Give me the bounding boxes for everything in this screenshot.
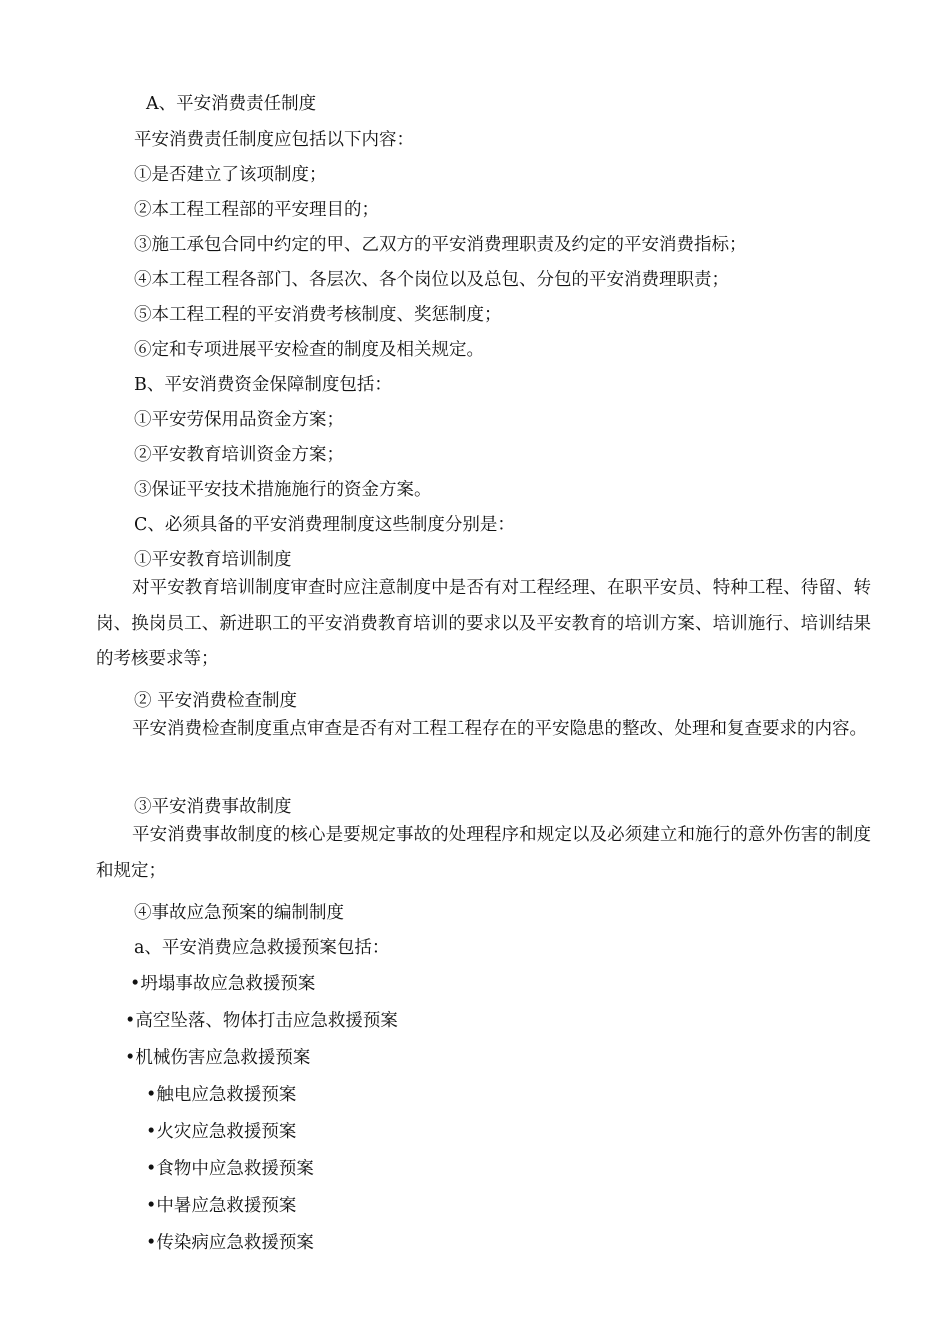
list-item: ②本工程工程部的平安理目的； <box>134 200 379 220</box>
bullet-item: •坍塌事故应急救援预案 <box>130 974 316 994</box>
list-item: ③保证平安技术措施施行的资金方案。 <box>134 480 432 500</box>
section-c-heading: C、必须具备的平安消费理制度这些制度分别是： <box>134 515 515 535</box>
bullet-item: •传染病应急救援预案 <box>146 1233 314 1253</box>
subsection-heading: ④事故应急预案的编制制度 <box>134 903 344 923</box>
body-paragraph: 平安消费检查制度重点审查是否有对工程工程存在的平安隐患的整改、处理和复查要求的内容。 <box>132 719 867 739</box>
list-item: ⑤本工程工程的平安消费考核制度、奖惩制度； <box>134 305 502 325</box>
section-a-heading: A、平安消费责任制度 <box>146 94 317 114</box>
body-paragraph: 平安消费事故制度的核心是要规定事故的处理程序和规定以及必须建立和施行的意外伤害的制度和规定； <box>96 825 871 881</box>
body-paragraph: 对平安教育培训制度审查时应注意制度中是否有对工程经理、在职平安员、特种工程、待留、转岗、换岗员工、新进职工的平安消费教育培训的要求以及平安教育的培训方案、培训施行、培训结果的考核要求等； <box>96 578 871 669</box>
section-a-intro: 平安消费责任制度应包括以下内容： <box>134 130 414 150</box>
bullet-item: •机械伤害应急救援预案 <box>125 1048 311 1068</box>
list-item: ④本工程工程各部门、各层次、各个岗位以及总包、分包的平安消费理职责； <box>134 270 729 290</box>
bullet-item: •火灾应急救援预案 <box>146 1122 297 1142</box>
section-b-heading: B、平安消费资金保障制度包括： <box>134 375 392 395</box>
bullet-item: •食物中应急救援预案 <box>146 1159 314 1179</box>
list-item: ③施工承包合同中约定的甲、乙双方的平安消费理职责及约定的平安消费指标； <box>134 235 747 255</box>
list-item: ②平安教育培训资金方案； <box>134 445 344 465</box>
list-item: ①平安劳保用品资金方案； <box>134 410 344 430</box>
subsection-heading: ①平安教育培训制度 <box>134 550 292 570</box>
bullet-item: •触电应急救援预案 <box>146 1085 297 1105</box>
bullet-item: •中暑应急救援预案 <box>146 1196 297 1216</box>
list-item: ①是否建立了该项制度； <box>134 165 327 185</box>
plan-heading: a、平安消费应急救援预案包括： <box>134 938 390 958</box>
bullet-item: •高空坠落、物体打击应急救援预案 <box>125 1011 398 1031</box>
subsection-heading: ③平安消费事故制度 <box>134 797 292 817</box>
subsection-heading: ② 平安消费检查制度 <box>134 691 298 711</box>
list-item: ⑥定和专项进展平安检查的制度及相关规定。 <box>134 340 484 360</box>
